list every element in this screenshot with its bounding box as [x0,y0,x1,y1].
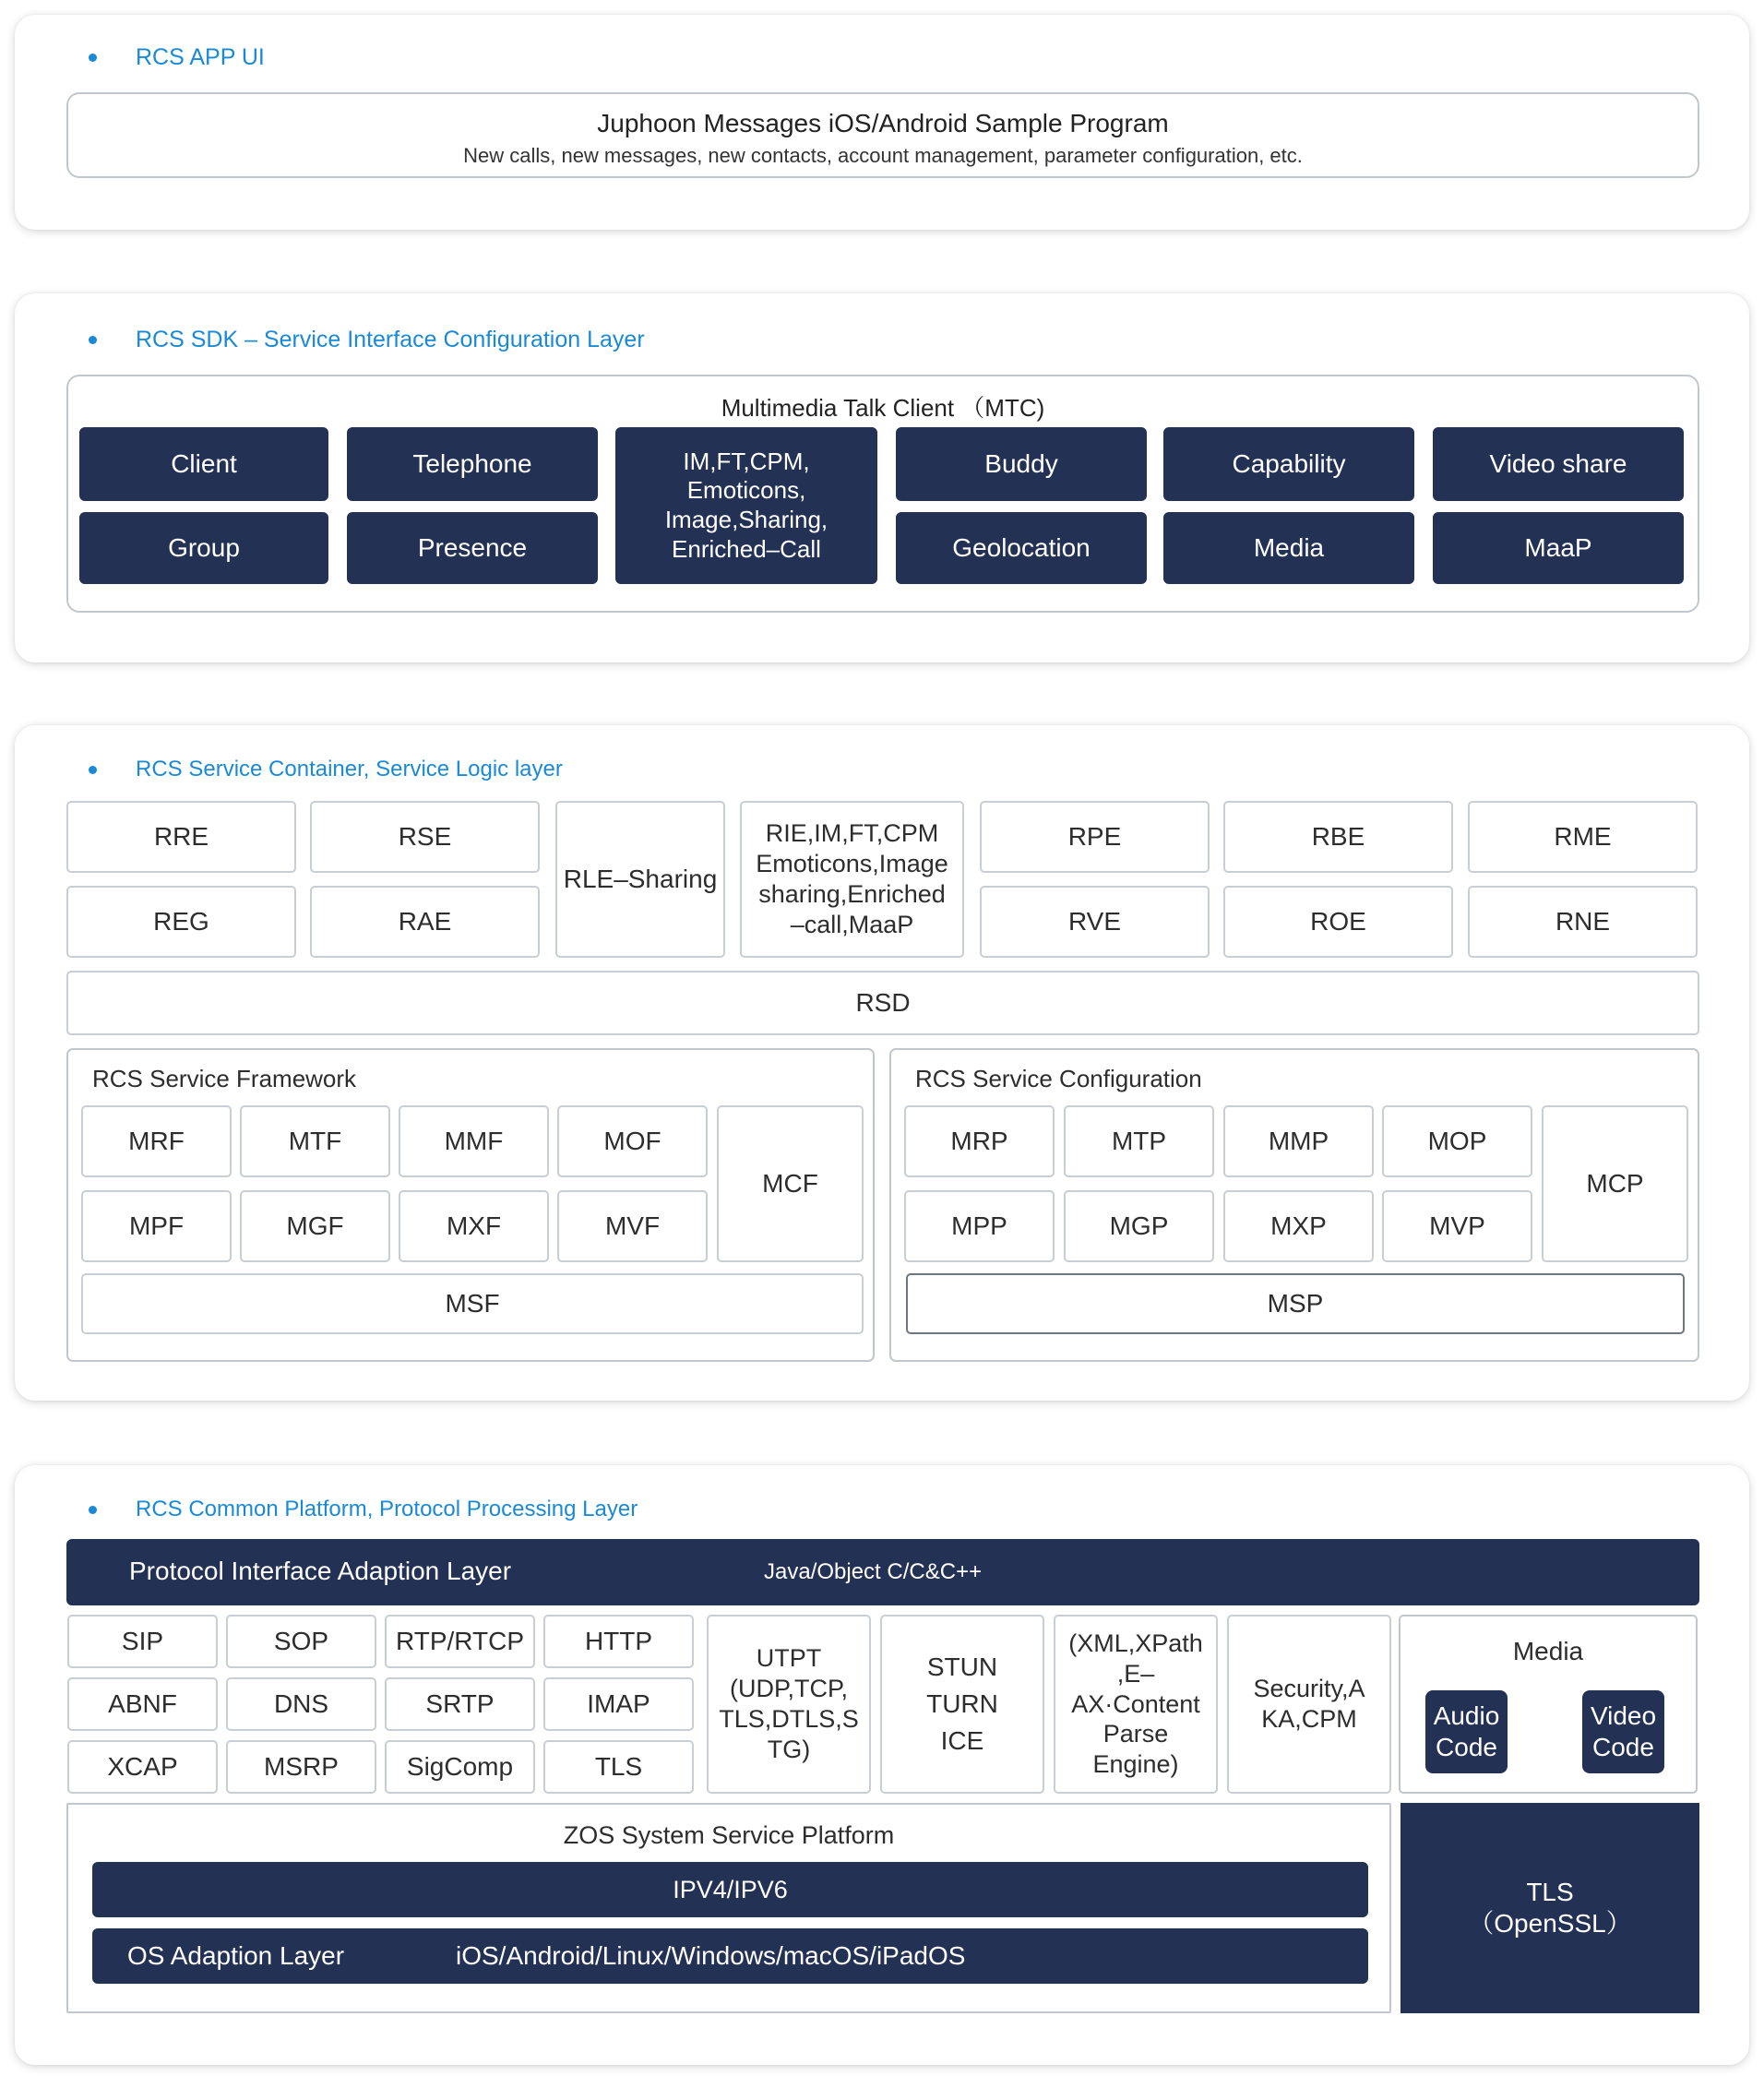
engine-rve: RVE [980,886,1210,958]
utpt-box: UTPT (UDP,TCP, TLS,DTLS,S TG) [707,1615,871,1794]
sample-program-desc: New calls, new messages, new contacts, account management, parameter configuration, etc. [463,144,1303,167]
container-panel [15,725,1749,1401]
sdk-title [89,327,645,353]
os-adaption-label: OS Adaption Layer [127,1941,345,1970]
config-mcp: MCP [1542,1105,1688,1262]
config-mgp: MGP [1064,1190,1214,1262]
engine-rme: RME [1468,801,1698,873]
engine-reg: REG [66,886,296,958]
config-mop: MOP [1382,1105,1532,1177]
zos-title: ZOS System Service Platform [563,1821,895,1849]
framework-mpf: MPF [81,1190,232,1262]
config-mrp: MRP [904,1105,1055,1177]
config-mpp: MPP [904,1190,1055,1262]
engine-roe: ROE [1223,886,1453,958]
config-mtp: MTP [1064,1105,1214,1177]
os-adaption-list: iOS/Android/Linux/Windows/macOS/iPadOS [456,1941,966,1970]
proto-msrp: MSRP [226,1740,376,1794]
sdk-panel [15,293,1749,662]
bullet-icon [89,54,97,62]
proto-abnf: ABNF [67,1677,218,1731]
engine-rse: RSE [310,801,540,873]
proto-dns: DNS [226,1677,376,1731]
sdk-item-video-share: Video share [1433,427,1684,501]
proto-rtp-rtcp: RTP/RTCP [385,1615,535,1668]
xml-parse-box: (XML,XPath ,E– AX·Content Parse Engine) [1054,1615,1218,1794]
config-mxp: MXP [1223,1190,1374,1262]
sdk-item-geolocation: Geolocation [896,512,1147,584]
proto-xcap: XCAP [67,1740,218,1794]
engine-rle-sharing: RLE–Sharing [555,801,725,958]
os-adaption-bar [92,1928,1368,1984]
ipv4-ipv6-bar: IPV4/IPV6 [92,1862,1368,1917]
pial-bar [66,1539,1699,1605]
proto-sigcomp: SigComp [385,1740,535,1794]
framework-mtf: MTF [240,1105,390,1177]
pial-languages: Java/Object C/C&C++ [764,1559,983,1584]
proto-tls: TLS [543,1740,694,1794]
mtc-title: Multimedia Talk Client （MTC) [721,394,1045,422]
sdk-item-im-ft-cpm: IM,FT,CPM, Emoticons, Image,Sharing, Enriched–Call [615,427,877,584]
app-ui-title-text: RCS APP UI [136,44,265,70]
config-mvp: MVP [1382,1190,1532,1262]
sdk-item-capability: Capability [1163,427,1414,501]
bullet-icon [89,766,97,774]
engine-rbe: RBE [1223,801,1453,873]
app-ui-panel [15,15,1749,230]
container-title-text: RCS Service Container, Service Logic layer [136,757,563,781]
sdk-item-presence: Presence [347,512,598,584]
stun-box: STUN TURN ICE [880,1615,1044,1794]
video-code-block: Video Code [1582,1690,1664,1773]
tls-openssl-block: TLS （OpenSSL） [1400,1803,1699,2013]
sdk-item-buddy: Buddy [896,427,1147,501]
proto-imap: IMAP [543,1677,694,1731]
rsd-bar: RSD [66,971,1699,1035]
sdk-item-client: Client [79,427,328,501]
container-title [89,757,563,782]
config-mmp: MMP [1223,1105,1374,1177]
engine-rpe: RPE [980,801,1210,873]
sdk-item-maap: MaaP [1433,512,1684,584]
service-configuration-title: RCS Service Configuration [915,1065,1202,1092]
config-msp: MSP [906,1273,1685,1334]
platform-title [89,1497,638,1522]
proto-sip: SIP [67,1615,218,1668]
sdk-item-telephone: Telephone [347,427,598,501]
platform-title-text: RCS Common Platform, Protocol Processing Layer [136,1497,638,1521]
framework-mxf: MXF [399,1190,549,1262]
framework-msf: MSF [81,1273,864,1334]
framework-mvf: MVF [557,1190,708,1262]
engine-rre: RRE [66,801,296,873]
sdk-item-group: Group [79,512,328,584]
media-title: Media [1512,1637,1584,1665]
sdk-title-text: RCS SDK – Service Interface Configuration Layer [136,327,645,352]
framework-mrf: MRF [81,1105,232,1177]
engine-rne: RNE [1468,886,1698,958]
proto-srtp: SRTP [385,1677,535,1731]
engine-rae: RAE [310,886,540,958]
framework-mcf: MCF [717,1105,864,1262]
platform-panel [15,1465,1749,2065]
bullet-icon [89,1506,97,1514]
bullet-icon [89,336,97,344]
framework-mmf: MMF [399,1105,549,1177]
sdk-item-media: Media [1163,512,1414,584]
proto-http: HTTP [543,1615,694,1668]
engine-rie: RIE,IM,FT,CPM Emoticons,Image sharing,Enriched –call,MaaP [740,801,964,958]
service-framework-title: RCS Service Framework [92,1065,357,1092]
app-ui-title [89,44,265,71]
sample-program-box [66,92,1699,178]
security-box: Security,A KA,CPM [1227,1615,1391,1794]
audio-code-block: Audio Code [1425,1690,1508,1773]
sample-program-title: Juphoon Messages iOS/Android Sample Program [597,109,1169,137]
proto-sop: SOP [226,1615,376,1668]
framework-mgf: MGF [240,1190,390,1262]
framework-mof: MOF [557,1105,708,1177]
pial-label: Protocol Interface Adaption Layer [129,1557,512,1585]
